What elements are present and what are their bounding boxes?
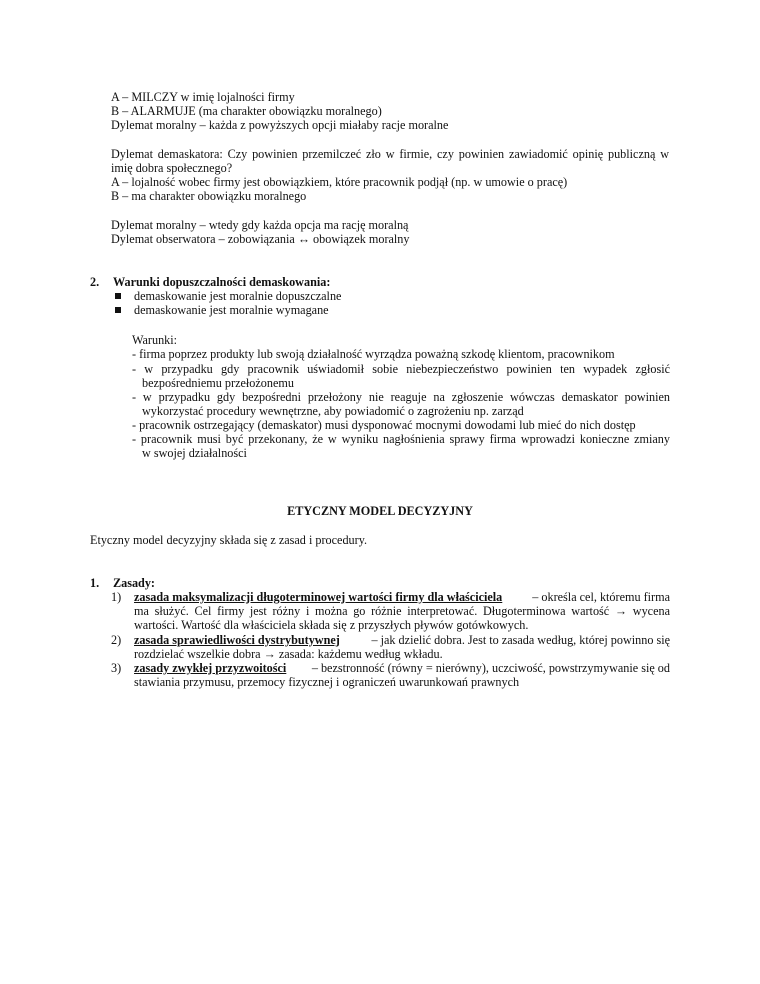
principle-3-line2: stawiania przymusu, przemocy fizycznej i ograniczeń uwarunkowań prawnych	[134, 675, 520, 689]
principle-2-text-end: zasada: każdemu według wkładu.	[275, 647, 443, 661]
principle-1-line3: wartości. Wartość dla właściciela składa się z przyszłych pływów gotówkowych.	[134, 618, 529, 632]
principle-1-text: ma służyć. Cel firmy jest różny i można go różnie interpretować. Długoterminowa wartość	[134, 604, 615, 618]
principle-1-line1	[134, 590, 670, 605]
left-right-arrow-icon: ↔	[297, 232, 310, 246]
principle-1-name: zasada maksymalizacji długoterminowej wartości firmy dla właściciela	[134, 590, 503, 604]
section2-bullet-1: demaskowanie jest moralnie dopuszczalne	[134, 289, 342, 303]
section2-number: 2.	[90, 275, 100, 289]
dilemma-observer-text: Dylemat obserwatora – zobowiązania	[111, 232, 298, 246]
condition-3-cont: wykorzystać procedury wewnętrzne, aby powiadomić o zagrożeniu np. zarząd	[142, 404, 524, 418]
condition-2-cont: bezpośredniemu przełożonemu	[142, 376, 294, 390]
condition-4: - pracownik ostrzegający (demaskator) musi dysponować mocnymi dowodami lub mieć do nich dostęp	[132, 418, 636, 432]
right-arrow-icon: →	[263, 647, 276, 661]
intro-option-a: A – MILCZY w imię lojalności firmy	[111, 90, 295, 104]
principle-2-line1	[134, 633, 670, 648]
principle-number: 3)	[111, 661, 122, 675]
section1-number: 1.	[90, 576, 100, 590]
principle-number: 2)	[111, 633, 122, 647]
principle-1-text-end: wycena	[627, 604, 670, 618]
principle-3-name: zasady zwykłej przyzwoitości	[134, 661, 287, 675]
conditions-label: Warunki:	[132, 333, 178, 347]
principle-2-line2	[134, 647, 443, 662]
section2-title: Warunki dopuszczalności demaskowania:	[113, 275, 331, 289]
model-heading: ETYCZNY MODEL DECYZYJNY	[287, 504, 473, 518]
condition-5-cont: w swojej działalności	[142, 446, 247, 460]
condition-1: - firma poprzez produkty lub swoją działalność wyrządza poważną szkodę klientom, pracownikom	[132, 347, 615, 361]
intro-option-b: B – ALARMUJE (ma charakter obowiązku moralnego)	[111, 104, 382, 118]
condition-3: - w przypadku gdy bezpośredni przełożony nie reaguje na zgłoszenie wówczas demaskator powinien	[132, 390, 670, 404]
demaskator-option-a: A – lojalność wobec firmy jest obowiązkiem, które pracownik podjął (np. w umowie o pracę)	[111, 175, 568, 189]
section1-title: Zasady:	[113, 576, 155, 590]
condition-5: - pracownik musi być przekonany, że w wyniku nagłośnienia sprawy firma wprowadzi konieczne zmiany	[132, 432, 670, 446]
principle-1-line2	[134, 604, 670, 619]
condition-2: - w przypadku gdy pracownik uświadomił sobie niebezpieczeństwo powinien ten wypadek zgłosić	[132, 362, 670, 376]
principle-1-desc: – określa cel, któremu firma	[532, 590, 670, 604]
principle-3-desc: – bezstronność (równy = nierówny), uczciwość, powstrzymywanie się od	[311, 661, 670, 675]
right-arrow-icon: →	[614, 604, 628, 618]
dilemma-observer-rest: obowiązek moralny	[310, 232, 410, 246]
demaskator-question-line2: imię dobra społecznego?	[111, 161, 233, 175]
model-intro: Etyczny model decyzyjny składa się z zasad i procedury.	[90, 533, 368, 547]
dilemma-observer	[111, 232, 410, 247]
bullet-icon	[115, 293, 121, 299]
principle-3-line1	[134, 661, 670, 676]
principle-2-text: rozdzielać wszelkie dobra	[134, 647, 264, 661]
demaskator-option-b: B – ma charakter obowiązku moralnego	[111, 189, 307, 203]
demaskator-question-line1: Dylemat demaskatora: Czy powinien przemilczeć zło w firmie, czy powinien zawiadomić opinię publiczną w	[111, 147, 669, 161]
section2-bullet-2: demaskowanie jest moralnie wymagane	[134, 303, 329, 317]
bullet-icon	[115, 307, 121, 313]
intro-dilemma: Dylemat moralny – każda z powyższych opcji miałaby racje moralne	[111, 118, 449, 132]
principle-2-name: zasada sprawiedliwości dystrybutywnej	[134, 633, 340, 647]
principle-number: 1)	[111, 590, 122, 604]
principle-2-desc: – jak dzielić dobra. Jest to zasada według, której powinno się	[371, 633, 670, 647]
dilemma-moral: Dylemat moralny – wtedy gdy każda opcja ma rację moralną	[111, 218, 409, 232]
